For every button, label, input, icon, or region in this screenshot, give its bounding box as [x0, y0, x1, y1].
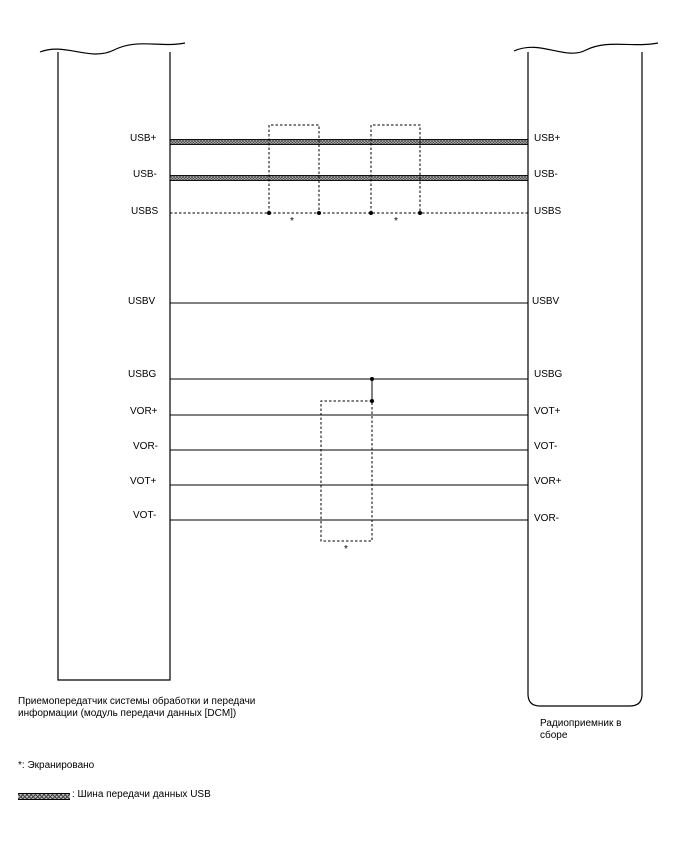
junction-dot [369, 211, 373, 215]
usb-shield-box-2 [371, 125, 420, 213]
left-component-label: Приемопередатчик системы обработки и передачи информации (модуль передачи данных [DCM]) [18, 696, 256, 719]
wire-usb-minus [170, 176, 528, 181]
left-pin-label: VOT+ [130, 476, 157, 487]
right-pin-label: VOT+ [534, 406, 561, 417]
shield-mark: * [344, 544, 348, 555]
left-pin-label: USB+ [130, 133, 157, 144]
shield-mark: * [290, 216, 294, 227]
junction-dot [267, 211, 271, 215]
junction-dot [370, 399, 374, 403]
right-pin-label: VOR- [534, 513, 559, 524]
right-pin-label: USBS [534, 206, 562, 217]
legend-shielded: *: Экранировано [18, 760, 95, 771]
shield-mark: * [394, 216, 398, 227]
usb-shield-box-1 [269, 125, 319, 213]
left-pin-label: VOR+ [130, 406, 158, 417]
left-pin-label: USBV [128, 296, 156, 307]
junction-dot [370, 377, 374, 381]
right-pin-label: VOR+ [534, 476, 562, 487]
junction-dot [418, 211, 422, 215]
right-pin-label: USB+ [534, 133, 561, 144]
left-component-box [58, 52, 170, 680]
right-pin-label: USB- [534, 169, 558, 180]
left-component-break [40, 43, 185, 54]
right-pin-label: USBV [532, 296, 560, 307]
legend-usb-bus: : Шина передачи данных USB [72, 789, 211, 800]
left-pin-label: VOR- [133, 441, 158, 452]
right-component-break [514, 43, 658, 53]
right-component-label: Радиоприемник в сборе [540, 718, 622, 741]
right-pin-label: VOT- [534, 441, 558, 452]
right-pin-label: USBG [534, 369, 563, 380]
usb-bus-legend-swatch [18, 793, 70, 800]
left-pin-label: USB- [133, 169, 157, 180]
left-pin-label: VOT- [133, 510, 157, 521]
wire-usb-plus [170, 140, 528, 145]
junction-dot [317, 211, 321, 215]
left-pin-label: USBG [128, 369, 157, 380]
left-pin-label: USBS [131, 206, 159, 217]
